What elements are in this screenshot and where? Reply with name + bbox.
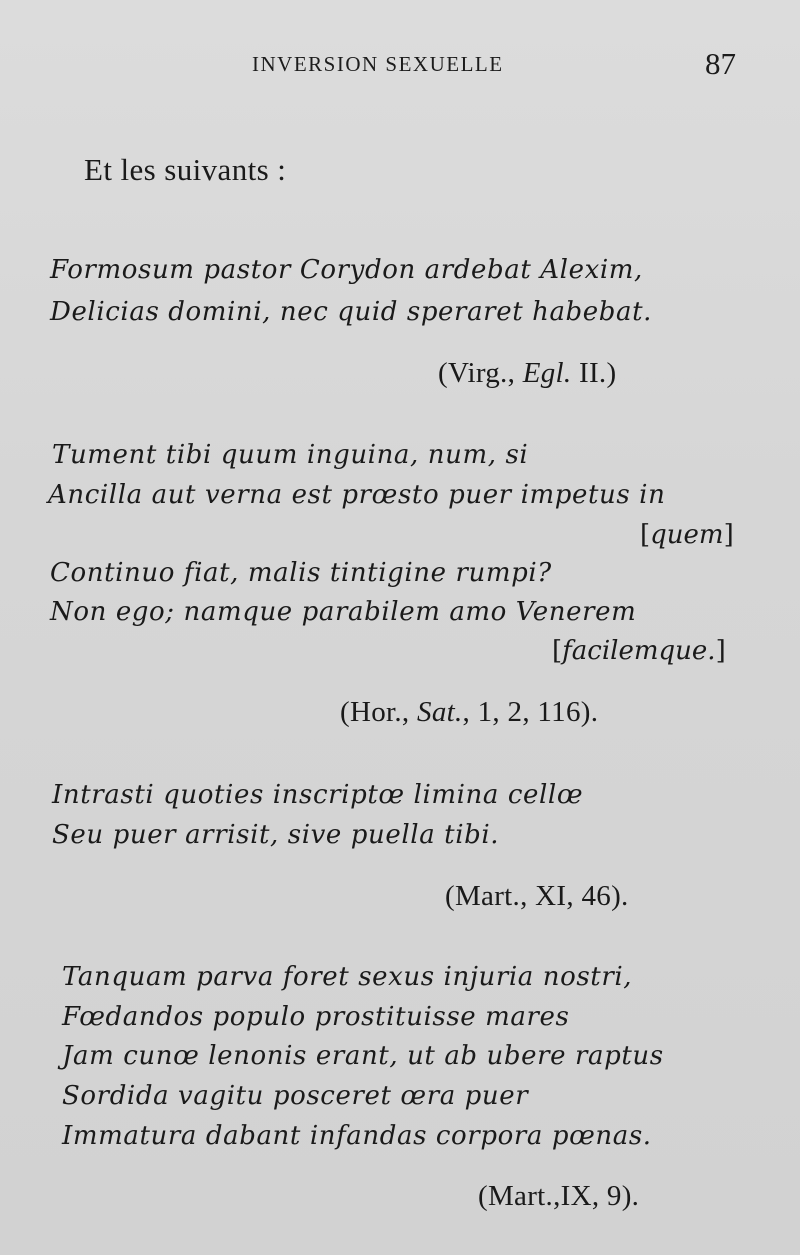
overflow-word: facilemque. bbox=[562, 636, 716, 666]
verse-line: Continuo fiat, malis tintigine rumpi? bbox=[50, 558, 552, 588]
page-number: 87 bbox=[705, 46, 736, 81]
citation-open: (Mart.,IX, 9). bbox=[478, 1180, 640, 1212]
citation-work: Sat. bbox=[417, 696, 463, 728]
verse-line: Immatura dabant infandas corpora pœnas. bbox=[62, 1121, 652, 1151]
citation bbox=[445, 880, 629, 913]
verse-overflow: [facilemque.] bbox=[552, 636, 726, 666]
verse-line: Delicias domini, nec quid speraret habebat. bbox=[50, 297, 653, 327]
overflow-word: quem bbox=[650, 520, 724, 550]
citation-rest: , 1, 2, 116). bbox=[462, 696, 599, 728]
verse-line: Jam cunœ lenonis erant, ut ab ubere raptus bbox=[62, 1041, 664, 1071]
verse-line: Fœdandos populo prostituisse mares bbox=[62, 1002, 570, 1032]
verse-overflow: [quem] bbox=[640, 520, 734, 550]
citation-open: (Hor., bbox=[340, 696, 418, 728]
verse-line: Intrasti quoties inscriptœ limina cellœ bbox=[52, 780, 584, 810]
citation bbox=[478, 1180, 639, 1213]
verse-line: Non ego; namque parabilem amo Venerem bbox=[50, 597, 637, 627]
verse-line: Ancilla aut verna est prœsto puer impetus in bbox=[48, 480, 666, 510]
verse-line: Tanquam parva foret sexus injuria nostri, bbox=[62, 962, 633, 992]
intro-text: Et les suivants : bbox=[84, 152, 287, 187]
citation-rest: II.) bbox=[571, 357, 617, 389]
verse-line: Seu puer arrisit, sive puella tibi. bbox=[52, 820, 500, 850]
verse-line: Sordida vagitu posceret œra puer bbox=[62, 1081, 529, 1111]
page-header bbox=[0, 46, 800, 86]
citation bbox=[340, 696, 598, 729]
running-title: INVERSION SEXUELLE bbox=[252, 52, 504, 76]
citation-work: Egl. bbox=[522, 357, 572, 389]
citation-open: (Mart., XI, 46). bbox=[445, 880, 629, 912]
verse-line: Tument tibi quum inguina, num, si bbox=[52, 440, 529, 470]
citation-open: (Virg., bbox=[438, 357, 523, 389]
citation bbox=[438, 357, 616, 390]
verse-line: Formosum pastor Corydon ardebat Alexim, bbox=[50, 255, 643, 285]
